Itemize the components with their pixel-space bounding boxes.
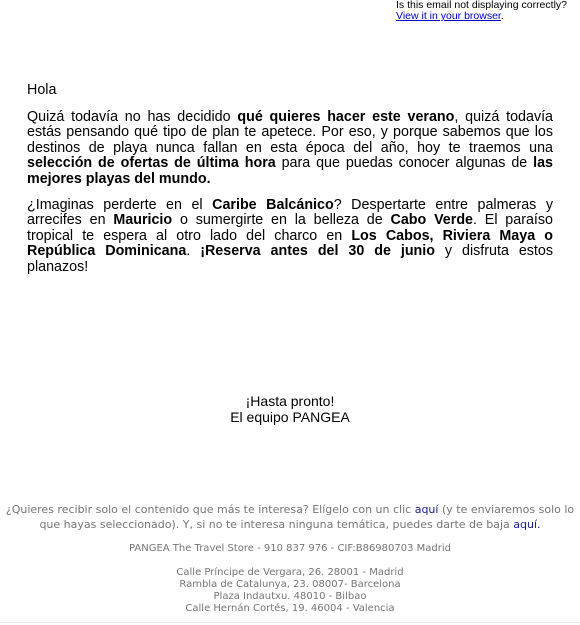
preferences-notice — [0, 502, 580, 532]
footer-address: Calle Hernán Cortés, 19. 46004 - Valencia — [185, 603, 395, 614]
footer-address: Plaza Indautxu. 48010 - Bilbao — [213, 591, 367, 602]
dest-bold-2: Mauricio — [113, 212, 173, 229]
preheader-link-line — [396, 11, 567, 22]
preheader — [396, 0, 567, 22]
dest-bold-3: Cabo Verde — [390, 212, 474, 229]
dest-text-2: ? Despertarte entre palmeras y arrecifes en — [27, 196, 553, 229]
email-body — [27, 83, 553, 276]
preferences-text-2: (y te enviaremos solo lo que hayas seleccionado). Y, si no te interesa ninguna temática, puedes darte de baja — [39, 503, 575, 531]
dest-bold-4: Los Cabos, Riviera Maya o República Dominicana — [27, 227, 553, 260]
preheader-link-suffix: . — [500, 10, 504, 22]
dest-text-5: . — [186, 243, 201, 260]
greeting: Hola — [27, 82, 57, 98]
preheader-question: Is this email not displaying correctly? — [396, 0, 567, 11]
preferences-link[interactable]: aquí — [414, 503, 439, 516]
footer-address: Calle Príncipe de Vergara, 26. 28001 - Madrid — [176, 567, 404, 578]
footer-address: Rambla de Catalunya, 23. 08007- Barcelona — [179, 579, 401, 590]
dest-bold-1: Caribe Balcánico — [212, 196, 334, 213]
preferences-text-1: ¿Quieres recibir solo el contenido que más te interesa? Elígelo con un clic — [5, 503, 415, 516]
view-in-browser-link[interactable]: View it in your browser — [396, 10, 501, 22]
dest-text-1: ¿Imaginas perderte en el — [27, 196, 213, 213]
signoff-team: El equipo PANGEA — [230, 409, 350, 425]
signoff-farewell: ¡Hasta pronto! — [245, 393, 335, 409]
unsubscribe-link[interactable]: aquí. — [513, 518, 541, 531]
intro-text-2: , quizá todavía estás pensando qué tipo de plan te apetece. Por eso, y porque sabemos que los destinos de playa nunca fallan en esta época del año, hoy te traemos una — [27, 108, 554, 156]
dest-bold-5: ¡Reserva antes del 30 de junio — [200, 243, 435, 260]
signoff — [0, 393, 580, 425]
intro-bold-2: selección de ofertas de última hora — [27, 155, 276, 172]
footer-company: PANGEA The Travel Store - 910 837 976 - CIF:B86980703 Madrid — [128, 543, 452, 554]
dest-text-4: . El paraíso tropical te espera al otro lado del charco en — [27, 212, 553, 244]
intro-bold-1: qué quieres hacer este verano — [237, 108, 455, 125]
intro-paragraph — [27, 110, 553, 188]
intro-text-1: Quizá todavía no has decidido — [27, 108, 238, 125]
footer — [0, 543, 580, 615]
intro-bold-3: las mejores playas del mundo. — [27, 155, 553, 187]
destinations-paragraph — [27, 198, 553, 276]
bottom-divider — [0, 622, 580, 623]
dest-text-3: o sumergirte en la belleza de — [172, 212, 391, 229]
dest-text-6: y disfruta estos planazos! — [27, 243, 553, 275]
intro-text-3: para que puedas conocer algunas de — [275, 155, 534, 172]
